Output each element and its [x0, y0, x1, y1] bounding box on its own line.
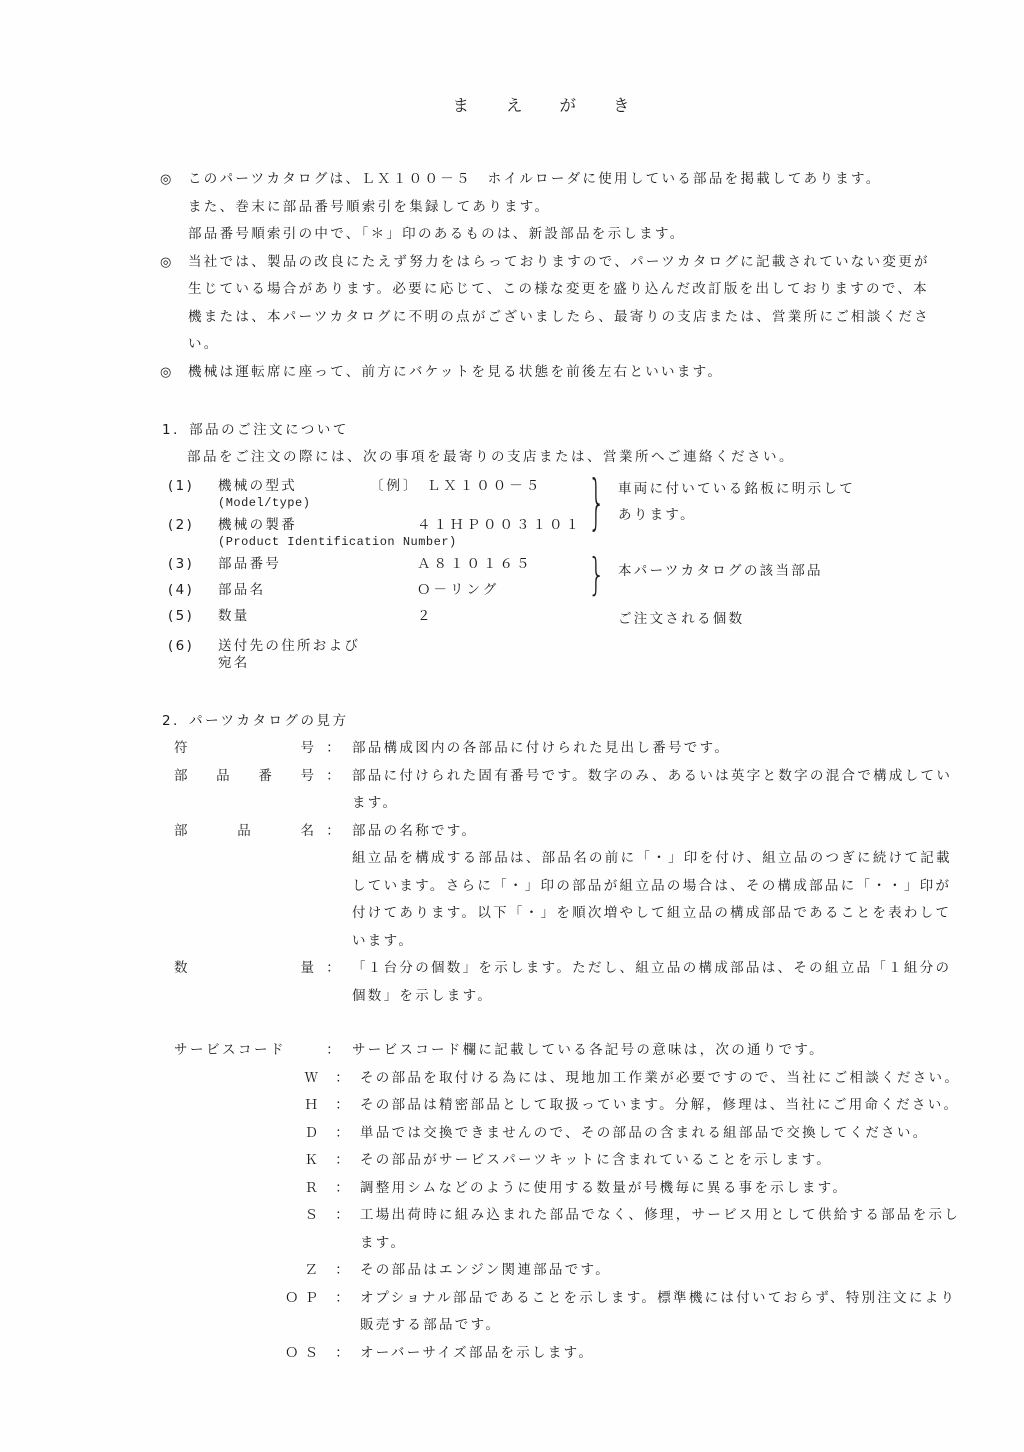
description-line: 単品では交換できませんので、その部品の含まれる組部品で交換してください。 [360, 1124, 929, 1141]
brace-icon: } [588, 469, 606, 538]
description-line: しています。さらに「・」印の部品が組立品の場合は、その構成部品に「・・」印が [352, 877, 952, 894]
service-code-letter: Ｗ [304, 1069, 324, 1086]
brace-icon: } [588, 550, 606, 600]
note-lines [188, 359, 723, 387]
annotation-nameplate [618, 476, 855, 528]
service-code-description [360, 1175, 940, 1203]
service-code-letter: ＯＰ [285, 1289, 324, 1306]
colon-separator: ： [326, 767, 340, 784]
term-row-part-name [160, 818, 952, 956]
description-line: 販売する部品です。 [360, 1317, 502, 1333]
order-item-part-number [160, 556, 940, 573]
description-line: います。 [352, 932, 415, 949]
section-title: パーツカタログの見方 [189, 713, 349, 729]
service-code-letter: Ｋ [304, 1152, 324, 1168]
service-code-description [360, 1092, 959, 1120]
service-code-row-d [248, 1120, 940, 1148]
service-code-description [360, 1202, 960, 1257]
section-number: 2． [162, 713, 190, 729]
double-circle-bullet-icon: ◎ [160, 254, 172, 270]
colon-separator: ： [335, 1152, 349, 1168]
service-code-row-w [248, 1065, 961, 1093]
service-code-row-r [248, 1175, 940, 1203]
double-circle-bullet-icon: ◎ [160, 172, 172, 187]
item-value: ２ [417, 608, 434, 624]
term-row-ref-number [160, 735, 940, 763]
annotation-order-quantity [618, 606, 744, 632]
item-value: 〔例〕 ＬＸ１００－５ [370, 478, 543, 494]
item-label: 部品番号 [218, 556, 282, 572]
order-item-shipping-address [160, 638, 940, 672]
term-char: 数 [174, 960, 188, 976]
item-sublabel: (Model/type) [218, 496, 311, 510]
description-line: 調整用シムなどのように使用する数量が号機毎に異る事を示します。 [360, 1179, 849, 1196]
annotation-line: ご注文される個数 [618, 611, 745, 627]
term-char: 符 [174, 740, 188, 756]
note-line: 機または、本パーツカタログに不明の点がございましたら、最寄りの支店または、営業所にご相談くださ [188, 308, 931, 325]
term-char: 名 [300, 822, 314, 839]
item-value: ４１ＨＰ００３１０１ [417, 517, 582, 533]
service-code-description [360, 1285, 956, 1340]
item-label: 数量 [218, 608, 250, 624]
term-label [174, 763, 314, 818]
service-code-letter: Ｓ [304, 1207, 324, 1223]
section-ordering [160, 417, 940, 672]
note-lines [188, 166, 882, 249]
description-line: 「１台分の個数」を示します。ただし、組立品の構成部品は、その組立品「１組分の [352, 960, 952, 976]
colon-separator: ： [326, 822, 340, 839]
term-description [352, 735, 940, 763]
term-label [174, 735, 314, 763]
term-row-service-code [160, 1037, 940, 1065]
item-number: (3) [168, 556, 195, 572]
description-line: 付けてあります。以下「・」を順次増やして組立品の構成部品であることを表わして [352, 905, 952, 921]
item-number: (2) [168, 517, 195, 533]
description-line: サービスコード欄に記載している各記号の意味は，次の通りです。 [352, 1042, 825, 1058]
note-line: また、巻末に部品番号順索引を集録してあります。 [188, 198, 551, 215]
item-value: Ａ８１０１６５ [417, 556, 533, 572]
service-code-description [360, 1340, 940, 1368]
description-line: 部品に付けられた固有番号です。数字のみ、あるいは英字と数字の混合で構成してい [352, 767, 953, 784]
note-orientation [160, 359, 940, 387]
note-revisions [160, 249, 940, 359]
term-char: 号 [300, 767, 314, 784]
item-sublabel: (Product Identification Number) [218, 535, 457, 549]
term-description [352, 818, 952, 956]
service-code-description [360, 1257, 940, 1285]
term-label [174, 818, 314, 956]
term-row-part-number [160, 763, 953, 818]
term-label [174, 1037, 314, 1065]
term-text: サービスコード [174, 1042, 286, 1058]
description-line: ます。 [360, 1234, 407, 1251]
service-code-letter: Ｚ [304, 1262, 324, 1278]
section-heading [162, 417, 940, 444]
term-row-quantity [160, 955, 952, 1010]
description-line: 個数」を示します。 [352, 987, 494, 1004]
term-char: 号 [300, 740, 314, 756]
service-code-letter: Ｈ [304, 1097, 324, 1113]
note-line: 部品番号順索引の中で、「＊」印のあるものは、新設部品を示します。 [188, 226, 686, 242]
service-code-description [360, 1065, 960, 1093]
colon-separator: ： [326, 1042, 340, 1058]
description-line: その部品を取付ける為には、現地加工作業が必要ですので、当社にご相談ください。 [360, 1069, 961, 1086]
term-char: 部 [174, 822, 188, 839]
description-line: 組立品を構成する部品は、部品名の前に「・」印を付け、組立品のつぎに続けて記載 [352, 850, 952, 866]
item-number: (5) [168, 608, 195, 624]
note-catalog-scope [160, 166, 940, 249]
term-char: 番 [258, 767, 272, 784]
service-code-letter: Ｒ [304, 1179, 324, 1196]
service-code-row-op [248, 1285, 957, 1340]
description-line: その部品がサービスパーツキットに含まれていることを示します。 [360, 1152, 833, 1168]
double-circle-bullet-icon: ◎ [160, 364, 172, 380]
service-code-letter: Ｄ [304, 1124, 324, 1141]
term-char: 品 [216, 767, 230, 784]
term-char: 品 [237, 822, 251, 839]
annotation-line: あります。 [618, 507, 696, 523]
item-number: (1) [168, 478, 195, 494]
term-description [352, 1037, 940, 1065]
colon-separator: ： [335, 1069, 349, 1086]
item-label: 機械の製番 [218, 517, 297, 533]
term-description [352, 763, 952, 818]
order-item-quantity [160, 608, 940, 625]
term-char: 部 [174, 767, 188, 784]
general-notes [160, 166, 940, 386]
order-items [160, 469, 940, 672]
item-label: 部品名 [218, 582, 266, 598]
colon-separator: ： [335, 1124, 349, 1141]
note-line: 機械は運転席に座って、前方にバケットを見る状態を前後左右といいます。 [188, 363, 724, 380]
service-code-row-os [248, 1340, 940, 1368]
annotation-catalog-part [618, 558, 823, 584]
colon-separator: ： [326, 960, 340, 976]
term-char: 量 [300, 960, 314, 976]
order-item-part-name [160, 582, 940, 599]
service-code-row-h [248, 1092, 960, 1120]
item-number: (6) [168, 638, 195, 654]
service-code-row-k [248, 1147, 940, 1175]
section-number: 1． [162, 422, 190, 438]
service-code-row-z [248, 1257, 940, 1285]
colon-separator: ： [335, 1179, 349, 1196]
service-code-row-s [248, 1202, 961, 1257]
annotation-line: 車両に付いている銘板に明示して [618, 481, 855, 497]
section-heading [162, 708, 940, 735]
page-title: まえがき [452, 96, 667, 115]
item-number: (4) [168, 582, 195, 598]
description-line: ます。 [352, 795, 399, 811]
item-value: Ｏ－リング [417, 582, 500, 598]
note-line: い。 [188, 336, 220, 352]
service-code-description [360, 1147, 940, 1175]
colon-separator: ： [335, 1097, 349, 1113]
item-label: 送付先の住所および宛名 [218, 638, 361, 671]
colon-separator: ： [335, 1344, 349, 1361]
annotation-line: 本パーツカタログの該当部品 [618, 563, 823, 579]
description-line: オーバーサイズ部品を示します。 [360, 1344, 595, 1361]
service-code-description [360, 1120, 940, 1148]
colon-separator: ： [335, 1207, 349, 1223]
description-line: 部品構成図内の各部品に付けられた見出し番号です。 [352, 740, 731, 756]
term-label [174, 955, 314, 1010]
colon-separator: ： [335, 1262, 349, 1278]
description-line: その部品はエンジン関連部品です。 [360, 1262, 612, 1278]
section-intro: 部品をご注文の際には、次の事項を最寄りの支店または、営業所へご連絡ください。 [187, 449, 795, 465]
service-code-letter: ＯＳ [285, 1344, 324, 1361]
description-line: オプショナル部品であることを示します。標準機には付いておらず、特別注文により [360, 1289, 957, 1306]
description-line: その部品は精密部品として取扱っています。分解，修理は、当社にご用命ください。 [360, 1097, 960, 1113]
note-lines [188, 249, 930, 359]
item-label: 機械の型式 [218, 478, 297, 494]
note-line: 当社では、製品の改良にたえず努力をはらっておりますので、パーツカタログに記載されていない変更が [188, 253, 930, 270]
description-line: 工場出荷時に組み込まれた部品でなく、修理，サービス用として供給する部品を示し [360, 1207, 961, 1223]
section-how-to-read [160, 708, 961, 1367]
colon-separator: ： [326, 740, 340, 756]
section-title: 部品のご注文について [189, 422, 349, 438]
description-line: 部品の名称です。 [352, 822, 478, 839]
colon-separator: ： [335, 1289, 349, 1306]
note-line: このパーツカタログは、ＬＸ１００－５ ホイルローダに使用している部品を掲載してあります。 [188, 171, 882, 187]
term-description [352, 955, 951, 1010]
note-line: 生じている場合があります。必要に応じて、この様な変更を盛り込んだ改訂版を出しておりますので、本 [188, 281, 929, 297]
